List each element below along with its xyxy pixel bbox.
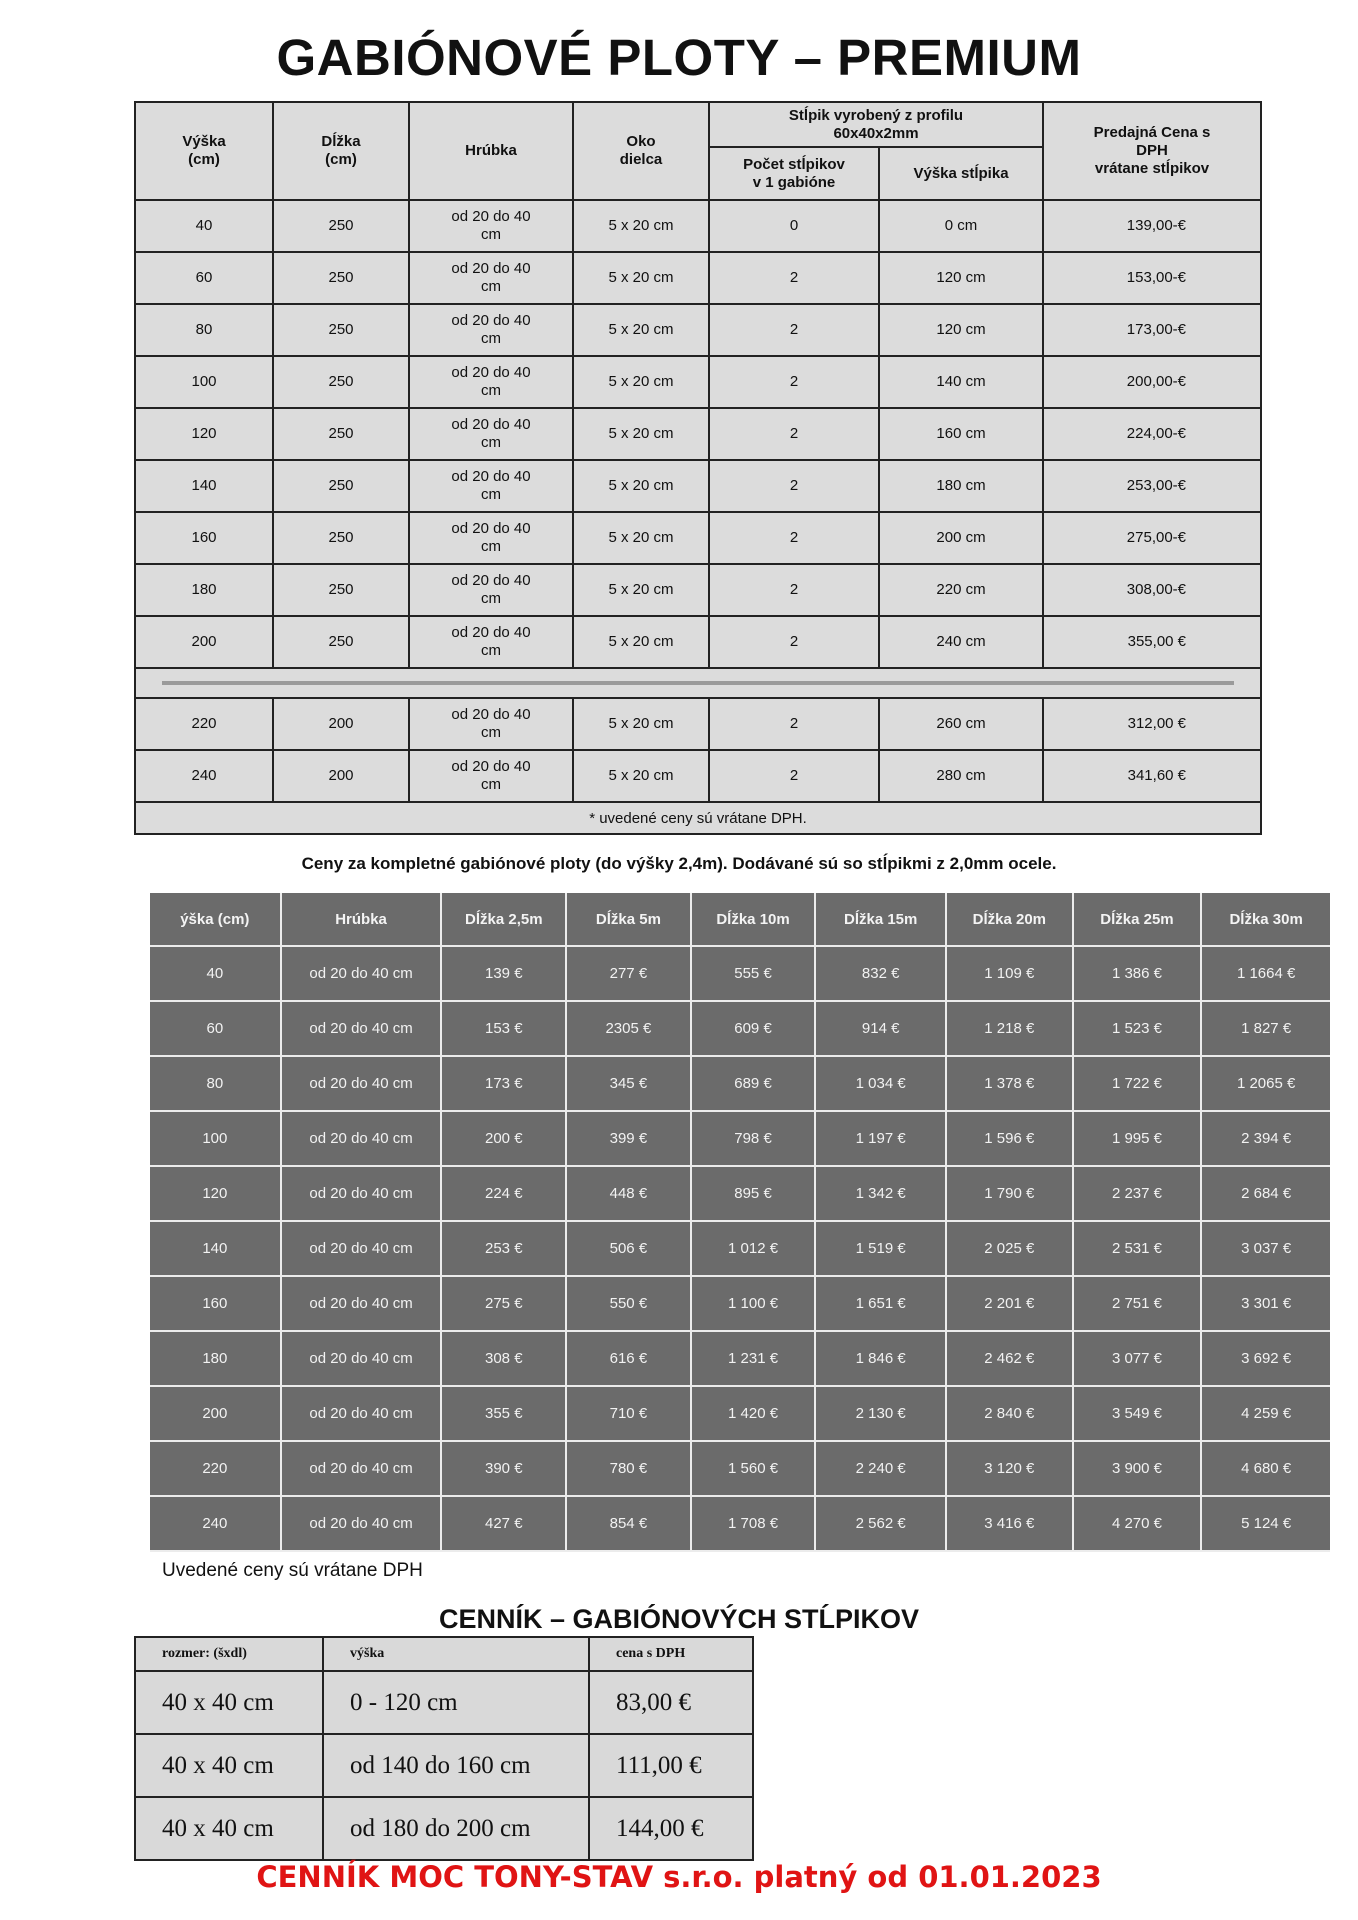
table-cell: 1 386 €: [1073, 946, 1202, 1001]
cell-oko: 5 x 20 cm: [573, 252, 709, 304]
table-cell: 1 378 €: [946, 1056, 1073, 1111]
table-cell: 40: [150, 946, 281, 1001]
table-cell: 253 €: [441, 1221, 566, 1276]
table-row: [135, 750, 1261, 802]
header-cena: Predajná Cena s DPH vrátane stĺpikov: [1043, 102, 1261, 200]
table-cell: 153 €: [441, 1001, 566, 1056]
table-cell: 1 197 €: [815, 1111, 946, 1166]
cell-cena: 173,00-€: [1043, 304, 1261, 356]
cell-dlzka: 250: [273, 564, 409, 616]
table-row: [150, 1166, 1330, 1221]
table-cell: 1 012 €: [691, 1221, 816, 1276]
cell-text: od 20 do 40 cm: [451, 208, 531, 243]
separator-cell: [135, 668, 1261, 698]
cell-dlzka: 200: [273, 698, 409, 750]
table-cell: 832 €: [815, 946, 946, 1001]
table-row: [135, 512, 1261, 564]
table-row: [150, 1386, 1330, 1441]
cell-vyska-stlpika: 0 cm: [879, 200, 1043, 252]
cell-pocet: 2: [709, 252, 879, 304]
table-cell: 4 259 €: [1201, 1386, 1330, 1441]
table-cell: 609 €: [691, 1001, 816, 1056]
cell-cena: 341,60 €: [1043, 750, 1261, 802]
table-cell: 111,00 €: [589, 1734, 753, 1797]
cell-vyska-stlpika: 120 cm: [879, 252, 1043, 304]
table-cell: od 20 do 40 cm: [281, 1276, 442, 1331]
table-cell: 1 342 €: [815, 1166, 946, 1221]
table-cell: 2 025 €: [946, 1221, 1073, 1276]
table-cell: 1 651 €: [815, 1276, 946, 1331]
cell-pocet: 2: [709, 698, 879, 750]
cell-dlzka: 250: [273, 304, 409, 356]
table-cell: od 20 do 40 cm: [281, 1221, 442, 1276]
header-pocet: Počet stĺpikov v 1 gabióne: [709, 147, 879, 200]
cell-oko: 5 x 20 cm: [573, 512, 709, 564]
table-note: * uvedené ceny sú vrátane DPH.: [135, 802, 1261, 834]
cell-text: od 20 do 40 cm: [451, 468, 531, 503]
cell-vyska: 120: [135, 408, 273, 460]
separator-line: [162, 681, 1234, 685]
cell-oko: 5 x 20 cm: [573, 356, 709, 408]
cell-pocet: 2: [709, 564, 879, 616]
header-vyska-stlpika: Výška stĺpika: [879, 147, 1043, 200]
table-cell: 83,00 €: [589, 1671, 753, 1734]
table-cell: 5 124 €: [1201, 1496, 1330, 1551]
cell-text: od 20 do 40 cm: [451, 572, 531, 607]
cell-pocet: 2: [709, 750, 879, 802]
table-cell: 139 €: [441, 946, 566, 1001]
table-row: [135, 200, 1261, 252]
cell-cena: 308,00-€: [1043, 564, 1261, 616]
cell-dlzka: 250: [273, 616, 409, 668]
table-cell: 390 €: [441, 1441, 566, 1496]
table-cell: 1 034 €: [815, 1056, 946, 1111]
table-cell: 1 708 €: [691, 1496, 816, 1551]
table-cell: 710 €: [566, 1386, 691, 1441]
table-note-row: [135, 802, 1261, 834]
column-header: rozmer: (šxdl): [135, 1637, 323, 1671]
cell-vyska: 180: [135, 564, 273, 616]
table-cell: 399 €: [566, 1111, 691, 1166]
premium-price-table: [134, 101, 1262, 835]
table-cell: 275 €: [441, 1276, 566, 1331]
cell-hrubka: [409, 460, 573, 512]
table-cell: 1 790 €: [946, 1166, 1073, 1221]
cell-hrubka: [409, 252, 573, 304]
table-cell: 2 240 €: [815, 1441, 946, 1496]
table-cell: 200: [150, 1386, 281, 1441]
cell-pocet: 2: [709, 460, 879, 512]
vat-note: Uvedené ceny sú vrátane DPH: [162, 1560, 423, 1581]
cell-hrubka: [409, 408, 573, 460]
table-cell: 308 €: [441, 1331, 566, 1386]
cell-hrubka: [409, 304, 573, 356]
header-hrubka: Hrúbka: [409, 102, 573, 200]
table-cell: 40 x 40 cm: [135, 1797, 323, 1860]
cell-vyska: 200: [135, 616, 273, 668]
cell-cena: 253,00-€: [1043, 460, 1261, 512]
header-vyska: Výška (cm): [135, 102, 273, 200]
cell-vyska-stlpika: 240 cm: [879, 616, 1043, 668]
cell-pocet: 0: [709, 200, 879, 252]
table-cell: 1 995 €: [1073, 1111, 1202, 1166]
cell-pocet: 2: [709, 408, 879, 460]
table-cell: od 20 do 40 cm: [281, 1331, 442, 1386]
table-cell: 3 692 €: [1201, 1331, 1330, 1386]
cell-oko: 5 x 20 cm: [573, 564, 709, 616]
cell-text: od 20 do 40 cm: [451, 706, 531, 741]
cell-cena: 355,00 €: [1043, 616, 1261, 668]
table-cell: 2 130 €: [815, 1386, 946, 1441]
cell-dlzka: 250: [273, 408, 409, 460]
table-cell: 2 531 €: [1073, 1221, 1202, 1276]
cell-pocet: 2: [709, 616, 879, 668]
table2-caption: Ceny za kompletné gabiónové ploty (do výšky 2,4m). Dodávané sú so stĺpikmi z 2,0mm ocele.: [301, 854, 1057, 873]
table-cell: 345 €: [566, 1056, 691, 1111]
table-cell: 2 751 €: [1073, 1276, 1202, 1331]
cell-pocet: 2: [709, 356, 879, 408]
cell-vyska: 80: [135, 304, 273, 356]
cell-vyska: 140: [135, 460, 273, 512]
table-row: [135, 356, 1261, 408]
table-cell: 1 2065 €: [1201, 1056, 1330, 1111]
cell-oko: 5 x 20 cm: [573, 460, 709, 512]
table-cell: 355 €: [441, 1386, 566, 1441]
column-header: Dĺžka 10m: [691, 893, 816, 946]
cell-vyska-stlpika: 140 cm: [879, 356, 1043, 408]
table-row: [135, 1797, 753, 1860]
cell-dlzka: 250: [273, 460, 409, 512]
table-cell: 2 684 €: [1201, 1166, 1330, 1221]
cell-oko: 5 x 20 cm: [573, 304, 709, 356]
table-cell: 40 x 40 cm: [135, 1734, 323, 1797]
cell-vyska: 60: [135, 252, 273, 304]
table-cell: 1 827 €: [1201, 1001, 1330, 1056]
cell-oko: 5 x 20 cm: [573, 408, 709, 460]
column-header: Dĺžka 15m: [815, 893, 946, 946]
table-header-row: [150, 893, 1330, 946]
table-cell: 555 €: [691, 946, 816, 1001]
cell-cena: 153,00-€: [1043, 252, 1261, 304]
table-cell: 1 109 €: [946, 946, 1073, 1001]
table-cell: 173 €: [441, 1056, 566, 1111]
table-cell: od 20 do 40 cm: [281, 946, 442, 1001]
table-cell: 277 €: [566, 946, 691, 1001]
table-cell: 1 420 €: [691, 1386, 816, 1441]
table-cell: 798 €: [691, 1111, 816, 1166]
column-header: výška: [323, 1637, 589, 1671]
complete-fence-price-table: [150, 893, 1330, 1552]
table-cell: 1 1664 €: [1201, 946, 1330, 1001]
table-row: [135, 1671, 753, 1734]
table-cell: 1 722 €: [1073, 1056, 1202, 1111]
table-cell: od 20 do 40 cm: [281, 1386, 442, 1441]
table-cell: 0 - 120 cm: [323, 1671, 589, 1734]
footer-pricelist-note: CENNÍK MOC TONY-STAV s.r.o. platný od 01.01.2023: [256, 1860, 1102, 1894]
table-cell: 180: [150, 1331, 281, 1386]
table-row: [150, 1276, 1330, 1331]
cell-pocet: 2: [709, 304, 879, 356]
table-row: [135, 698, 1261, 750]
table-cell: 240: [150, 1496, 281, 1551]
table-row: [135, 252, 1261, 304]
table-cell: od 20 do 40 cm: [281, 1441, 442, 1496]
posts-price-table: [134, 1636, 754, 1861]
table-cell: od 20 do 40 cm: [281, 1001, 442, 1056]
cell-vyska: 40: [135, 200, 273, 252]
table-row: [150, 946, 1330, 1001]
table-cell: od 140 do 160 cm: [323, 1734, 589, 1797]
page-title: GABIÓNOVÉ PLOTY – PREMIUM: [276, 29, 1082, 86]
column-header: Dĺžka 25m: [1073, 893, 1202, 946]
table-cell: 1 519 €: [815, 1221, 946, 1276]
header-dlzka: Dĺžka (cm): [273, 102, 409, 200]
cell-oko: 5 x 20 cm: [573, 200, 709, 252]
table-cell: od 180 do 200 cm: [323, 1797, 589, 1860]
table-row: [150, 1001, 1330, 1056]
table-row: [135, 460, 1261, 512]
cell-dlzka: 250: [273, 512, 409, 564]
cell-hrubka: [409, 356, 573, 408]
cell-hrubka: [409, 512, 573, 564]
table-cell: 550 €: [566, 1276, 691, 1331]
cell-hrubka: [409, 564, 573, 616]
cell-text: od 20 do 40 cm: [451, 260, 531, 295]
cell-hrubka: [409, 750, 573, 802]
cell-text: od 20 do 40 cm: [451, 364, 531, 399]
table-cell: 4 680 €: [1201, 1441, 1330, 1496]
table-cell: 140: [150, 1221, 281, 1276]
cell-vyska-stlpika: 220 cm: [879, 564, 1043, 616]
table-cell: 2 840 €: [946, 1386, 1073, 1441]
table-row: [135, 304, 1261, 356]
cell-text: od 20 do 40 cm: [451, 416, 531, 451]
cell-pocet: 2: [709, 512, 879, 564]
table-cell: 144,00 €: [589, 1797, 753, 1860]
table-cell: od 20 do 40 cm: [281, 1166, 442, 1221]
cell-dlzka: 250: [273, 252, 409, 304]
table-cell: od 20 do 40 cm: [281, 1056, 442, 1111]
table-cell: 80: [150, 1056, 281, 1111]
cell-dlzka: 250: [273, 356, 409, 408]
cell-vyska: 160: [135, 512, 273, 564]
cell-vyska-stlpika: 280 cm: [879, 750, 1043, 802]
table-cell: 427 €: [441, 1496, 566, 1551]
table-cell: 1 846 €: [815, 1331, 946, 1386]
cell-vyska-stlpika: 120 cm: [879, 304, 1043, 356]
cell-cena: 312,00 €: [1043, 698, 1261, 750]
table-cell: 1 231 €: [691, 1331, 816, 1386]
cell-text: od 20 do 40 cm: [451, 758, 531, 793]
cell-vyska-stlpika: 180 cm: [879, 460, 1043, 512]
table-cell: 3 037 €: [1201, 1221, 1330, 1276]
cell-vyska-stlpika: 260 cm: [879, 698, 1043, 750]
header-stlpik-group: Stĺpik vyrobený z profilu 60x40x2mm: [709, 102, 1043, 147]
table-cell: 3 416 €: [946, 1496, 1073, 1551]
table-cell: 120: [150, 1166, 281, 1221]
table-cell: 1 560 €: [691, 1441, 816, 1496]
table-cell: 2 201 €: [946, 1276, 1073, 1331]
cell-dlzka: 200: [273, 750, 409, 802]
table-cell: 895 €: [691, 1166, 816, 1221]
table-cell: od 20 do 40 cm: [281, 1496, 442, 1551]
table-cell: 854 €: [566, 1496, 691, 1551]
cell-text: od 20 do 40 cm: [451, 312, 531, 347]
cell-hrubka: [409, 616, 573, 668]
table-cell: 506 €: [566, 1221, 691, 1276]
column-header: ýška (cm): [150, 893, 281, 946]
table-cell: 4 270 €: [1073, 1496, 1202, 1551]
cell-text: od 20 do 40 cm: [451, 624, 531, 659]
cell-hrubka: [409, 200, 573, 252]
table-cell: 2 394 €: [1201, 1111, 1330, 1166]
cell-cena: 224,00-€: [1043, 408, 1261, 460]
column-header: Dĺžka 30m: [1201, 893, 1330, 946]
table-row: [150, 1331, 1330, 1386]
table-cell: 616 €: [566, 1331, 691, 1386]
cell-cena: 275,00-€: [1043, 512, 1261, 564]
table-cell: 2 562 €: [815, 1496, 946, 1551]
cell-cena: 200,00-€: [1043, 356, 1261, 408]
table-cell: 1 100 €: [691, 1276, 816, 1331]
cell-oko: 5 x 20 cm: [573, 616, 709, 668]
table-row: [150, 1496, 1330, 1551]
cell-oko: 5 x 20 cm: [573, 698, 709, 750]
column-header: Hrúbka: [281, 893, 442, 946]
table-cell: 2305 €: [566, 1001, 691, 1056]
table-cell: 1 596 €: [946, 1111, 1073, 1166]
cell-vyska: 240: [135, 750, 273, 802]
cell-text: od 20 do 40 cm: [451, 520, 531, 555]
table-row: [135, 408, 1261, 460]
column-header: Dĺžka 2,5m: [441, 893, 566, 946]
table-cell: 100: [150, 1111, 281, 1166]
table-cell: 914 €: [815, 1001, 946, 1056]
table-cell: 3 549 €: [1073, 1386, 1202, 1441]
table-cell: 1 218 €: [946, 1001, 1073, 1056]
posts-section-title: CENNÍK – GABIÓNOVÝCH STĹPIKOV: [438, 1604, 920, 1634]
table-cell: 60: [150, 1001, 281, 1056]
table-row: [150, 1056, 1330, 1111]
table-cell: 160: [150, 1276, 281, 1331]
column-header: Dĺžka 20m: [946, 893, 1073, 946]
cell-vyska: 220: [135, 698, 273, 750]
cell-vyska: 100: [135, 356, 273, 408]
table-cell: 689 €: [691, 1056, 816, 1111]
table-cell: 2 237 €: [1073, 1166, 1202, 1221]
table-cell: 1 523 €: [1073, 1001, 1202, 1056]
table-cell: 220: [150, 1441, 281, 1496]
cell-dlzka: 250: [273, 200, 409, 252]
table-cell: 3 077 €: [1073, 1331, 1202, 1386]
table-separator-row: [135, 668, 1261, 698]
table-row: [135, 1734, 753, 1797]
cell-hrubka: [409, 698, 573, 750]
table-row: [135, 616, 1261, 668]
table-cell: od 20 do 40 cm: [281, 1111, 442, 1166]
table-cell: 2 462 €: [946, 1331, 1073, 1386]
table-cell: 3 120 €: [946, 1441, 1073, 1496]
table-cell: 780 €: [566, 1441, 691, 1496]
table-row: [150, 1441, 1330, 1496]
table-row: [135, 564, 1261, 616]
cell-oko: 5 x 20 cm: [573, 750, 709, 802]
table-row: [150, 1221, 1330, 1276]
cell-vyska-stlpika: 200 cm: [879, 512, 1043, 564]
table-cell: 3 301 €: [1201, 1276, 1330, 1331]
table-cell: 200 €: [441, 1111, 566, 1166]
table-cell: 224 €: [441, 1166, 566, 1221]
header-oko: Oko dielca: [573, 102, 709, 200]
table-row: [150, 1111, 1330, 1166]
table-cell: 448 €: [566, 1166, 691, 1221]
column-header: cena s DPH: [589, 1637, 753, 1671]
table-cell: 3 900 €: [1073, 1441, 1202, 1496]
table-cell: 40 x 40 cm: [135, 1671, 323, 1734]
cell-vyska-stlpika: 160 cm: [879, 408, 1043, 460]
table-header-row: [135, 1637, 753, 1671]
cell-cena: 139,00-€: [1043, 200, 1261, 252]
column-header: Dĺžka 5m: [566, 893, 691, 946]
